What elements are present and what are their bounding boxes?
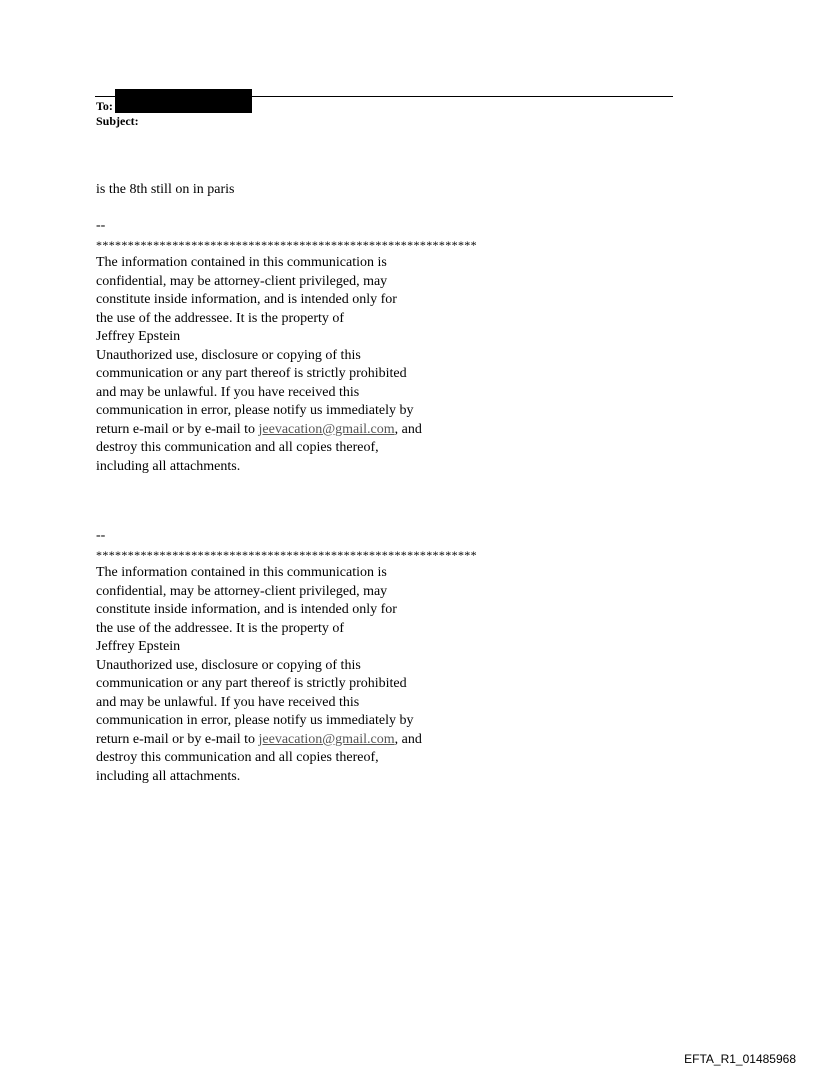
- footer-line: communication or any part thereof is strictly prohibited: [96, 366, 407, 381]
- footer-return-line: [96, 731, 477, 750]
- footer-line: confidential, may be attorney-client privileged, may: [96, 273, 388, 289]
- email-link[interactable]: jeevacation@gmail.com: [258, 421, 395, 437]
- footer-return-line: [96, 421, 477, 440]
- to-label: To:: [96, 99, 113, 113]
- confidentiality-footer: [96, 217, 477, 476]
- footer-stars: ************************************************************: [96, 237, 477, 252]
- message-body: is the 8th still on in paris: [96, 182, 235, 197]
- footer-line: communication or any part thereof is strictly prohibited: [96, 676, 407, 691]
- footer-line: including all attachments.: [96, 458, 241, 474]
- footer-line: Jeffrey Epstein: [96, 329, 181, 344]
- footer-line: and may be unlawful. If you have received this: [96, 694, 360, 710]
- email-link[interactable]: jeevacation@gmail.com: [258, 731, 395, 747]
- subject-label: Subject:: [96, 114, 139, 128]
- footer-line: including all attachments.: [96, 768, 241, 784]
- footer-line: constitute inside information, and is intended only for: [96, 292, 397, 307]
- footer-line: constitute inside information, and is intended only for: [96, 602, 397, 617]
- footer-line: communication in error, please notify us immediately by: [96, 403, 414, 418]
- footer-line: The information contained in this communication is: [96, 255, 387, 270]
- return-suffix: , and: [394, 421, 422, 437]
- footer-line: destroy this communication and all copies thereof,: [96, 440, 379, 455]
- footer-line: the use of the addressee. It is the property of: [96, 620, 345, 636]
- footer-line: and may be unlawful. If you have received this: [96, 384, 360, 400]
- footer-line: The information contained in this communication is: [96, 565, 387, 580]
- footer-dash: --: [96, 528, 106, 543]
- return-prefix: return e-mail or by e-mail to: [96, 731, 259, 747]
- return-suffix: , and: [394, 731, 422, 747]
- footer-line: destroy this communication and all copies thereof,: [96, 750, 379, 765]
- footer-line: Unauthorized use, disclosure or copying of this: [96, 657, 361, 673]
- footer-dash: --: [96, 218, 106, 233]
- footer-stars: ************************************************************: [96, 547, 477, 562]
- footer-line: Unauthorized use, disclosure or copying of this: [96, 347, 361, 363]
- footer-line: confidential, may be attorney-client privileged, may: [96, 583, 388, 599]
- footer-line: communication in error, please notify us immediately by: [96, 713, 414, 728]
- redaction-block: [115, 89, 252, 113]
- return-prefix: return e-mail or by e-mail to: [96, 421, 259, 437]
- footer-line: Jeffrey Epstein: [96, 639, 181, 654]
- bates-number: EFTA_R1_01485968: [684, 1052, 796, 1066]
- footer-line: the use of the addressee. It is the property of: [96, 310, 345, 326]
- confidentiality-footer: [96, 527, 477, 786]
